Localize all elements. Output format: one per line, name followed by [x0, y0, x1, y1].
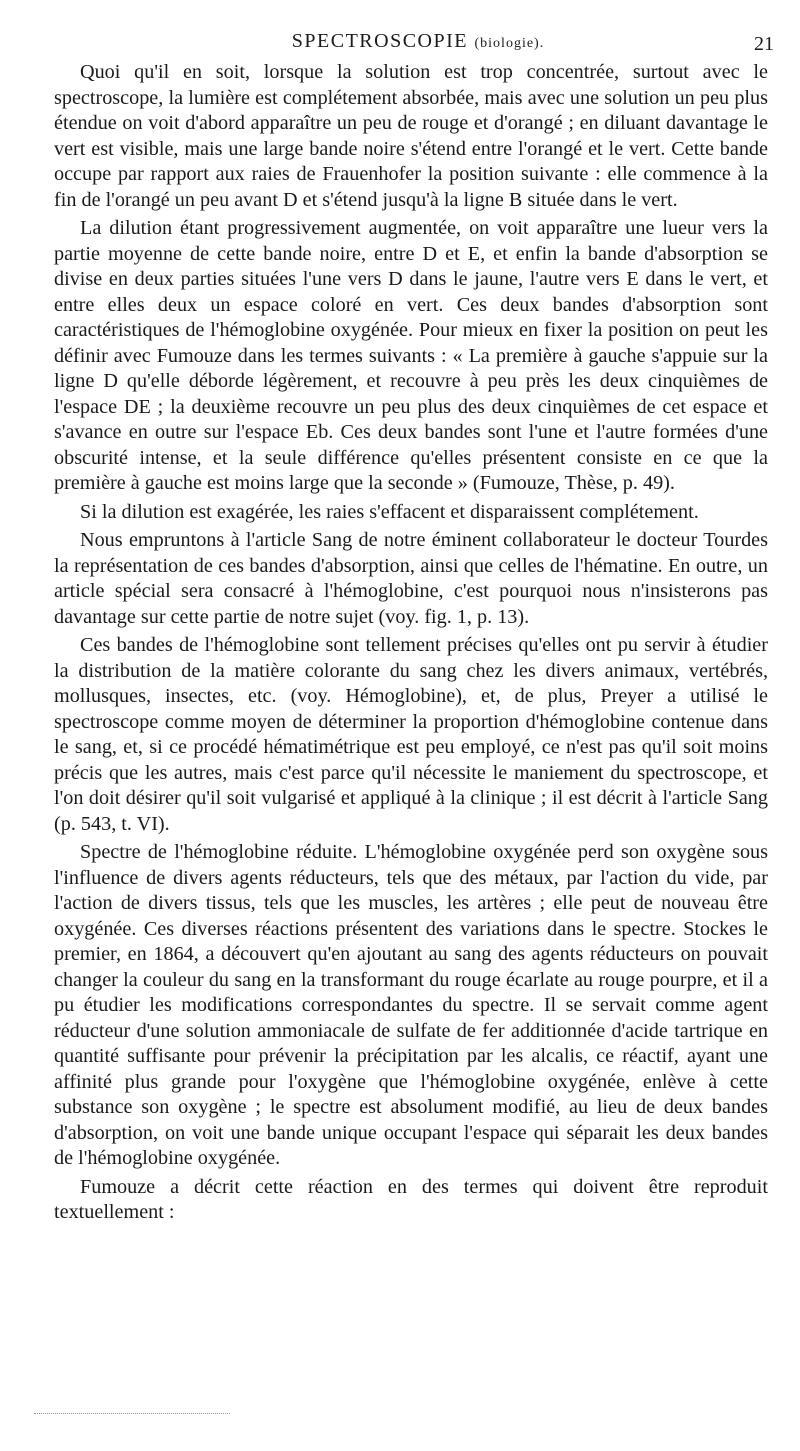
paragraph-4: Nous empruntons à l'article Sang de notre éminent collaborateur le docteur Tourdes la représentation de ces bandes d'absorption, ainsi que celles de l'hématine. En outre, un article spécial sera consacré à l'hémoglobine, c'est pourquoi nous n'insisterons pas davantage sur cette partie de notre sujet (voy. fig. 1, p. 13).: [54, 529, 768, 628]
running-title-main: SPECTROSCOPIE: [291, 30, 468, 52]
running-title-sub: (biologie).: [474, 36, 545, 51]
paragraph-5: Ces bandes de l'hémoglobine sont tellement précises qu'elles ont pu servir à étudier la distribution de la matière colorante du sang chez les divers animaux, vertébrés, mollusques, insectes, etc. (voy. Hémoglobine), et, de plus, Preyer a utilisé le spectroscope comme moyen de déterminer la proportion d'hémoglobine contenue dans le sang, et, si ce procédé hématimétrique est peu employé, ce n'est pas qu'il soit moins précis que les autres, mais c'est parce qu'il nécessite le maniement du spectroscope, et l'on doit désirer qu'il soit vulgarisé et appliqué à la clinique ; il est décrit à l'article Sang (p. 543, t. VI).: [54, 634, 768, 835]
paragraph-6: Spectre de l'hémoglobine réduite. L'hémoglobine oxygénée perd son oxygène sous l'influence de divers agents réducteurs, tels que des métaux, par l'action du vide, par l'action de divers tissus, tels que les muscles, les artères ; elle peut de nouveau être oxygénée. Ces diverses réactions présentent des variations dans le spectre. Stockes le premier, en 1864, a découvert qu'en ajoutant au sang des agents réducteurs on pouvait changer la couleur du sang en la transformant du rouge écarlate au rouge pourpre, et il a pu étudier les modifications correspondantes du spectre. Il se servait comme agent réducteur d'une solution ammoniacale de sulfate de fer additionnée d'acide tartrique en quantité suffisante pour prévenir la précipitation par les alcalis, ce réactif, ayant une affinité plus grande pour l'oxygène que l'hémoglobine oxygénée, enlève à cette substance son oxygène ; le spectre est absolument modifié, au lieu de deux bandes d'absorption, on voit une bande unique occupant l'espace qui séparait les deux bandes de l'hémoglobine oxygénée.: [54, 841, 768, 1169]
running-title: [62, 30, 774, 53]
footer-rule: [34, 1413, 230, 1417]
paragraph-2: La dilution étant progressivement augmentée, on voit apparaître une lueur vers la partie moyenne de cette bande noire, entre D et E, et enfin la bande d'absorption se divise en deux parties situées l'une vers D dans le jaune, l'autre vers E dans le vert, et entre elles deux un espace coloré en vert. Ces deux bandes d'absorption sont caractéristiques de l'hémoglobine oxygénée. Pour mieux en fixer la position on peut les définir avec Fumouze dans les termes suivants : « La première à gauche s'appuie sur la ligne D qu'elle déborde légèrement, et recouvre à peu près les deux cinquièmes de l'espace DE ; la deuxième recouvre un peu plus des deux cinquièmes de cet espace et s'avance en outre sur l'espace Eb. Ces deux bandes sont l'une et l'autre formées d'une obscurité intense, et la seule différence qu'elles présentent consiste en ce que la première à gauche est moins large que la seconde » (Fumouze, Thèse, p. 49).: [54, 217, 768, 494]
paragraph-7: Fumouze a décrit cette réaction en des termes qui doivent être reproduit textuellement :: [54, 1175, 768, 1223]
paragraph-3: Si la dilution est exagérée, les raies s'effacent et disparaissent complétement.: [80, 500, 699, 523]
page-header: [62, 30, 774, 60]
body-text: [54, 60, 768, 1229]
page-number: 21: [754, 33, 774, 55]
paragraph-1: Quoi qu'il en soit, lorsque la solution est trop concentrée, surtout avec le spectroscope, la lumière est complétement absorbée, mais avec une solution un peu plus étendue on voit d'abord apparaître un peu de rouge et d'orangé ; en diluant davantage le vert est visible, mais une large bande noire s'étend entre l'orangé et le vert. Cette bande occupe par rapport aux raies de Frauenhofer la position suivante : elle commence à la fin de l'orangé un peu avant D et s'étend jusqu'à la ligne B située dans le vert.: [54, 61, 768, 211]
